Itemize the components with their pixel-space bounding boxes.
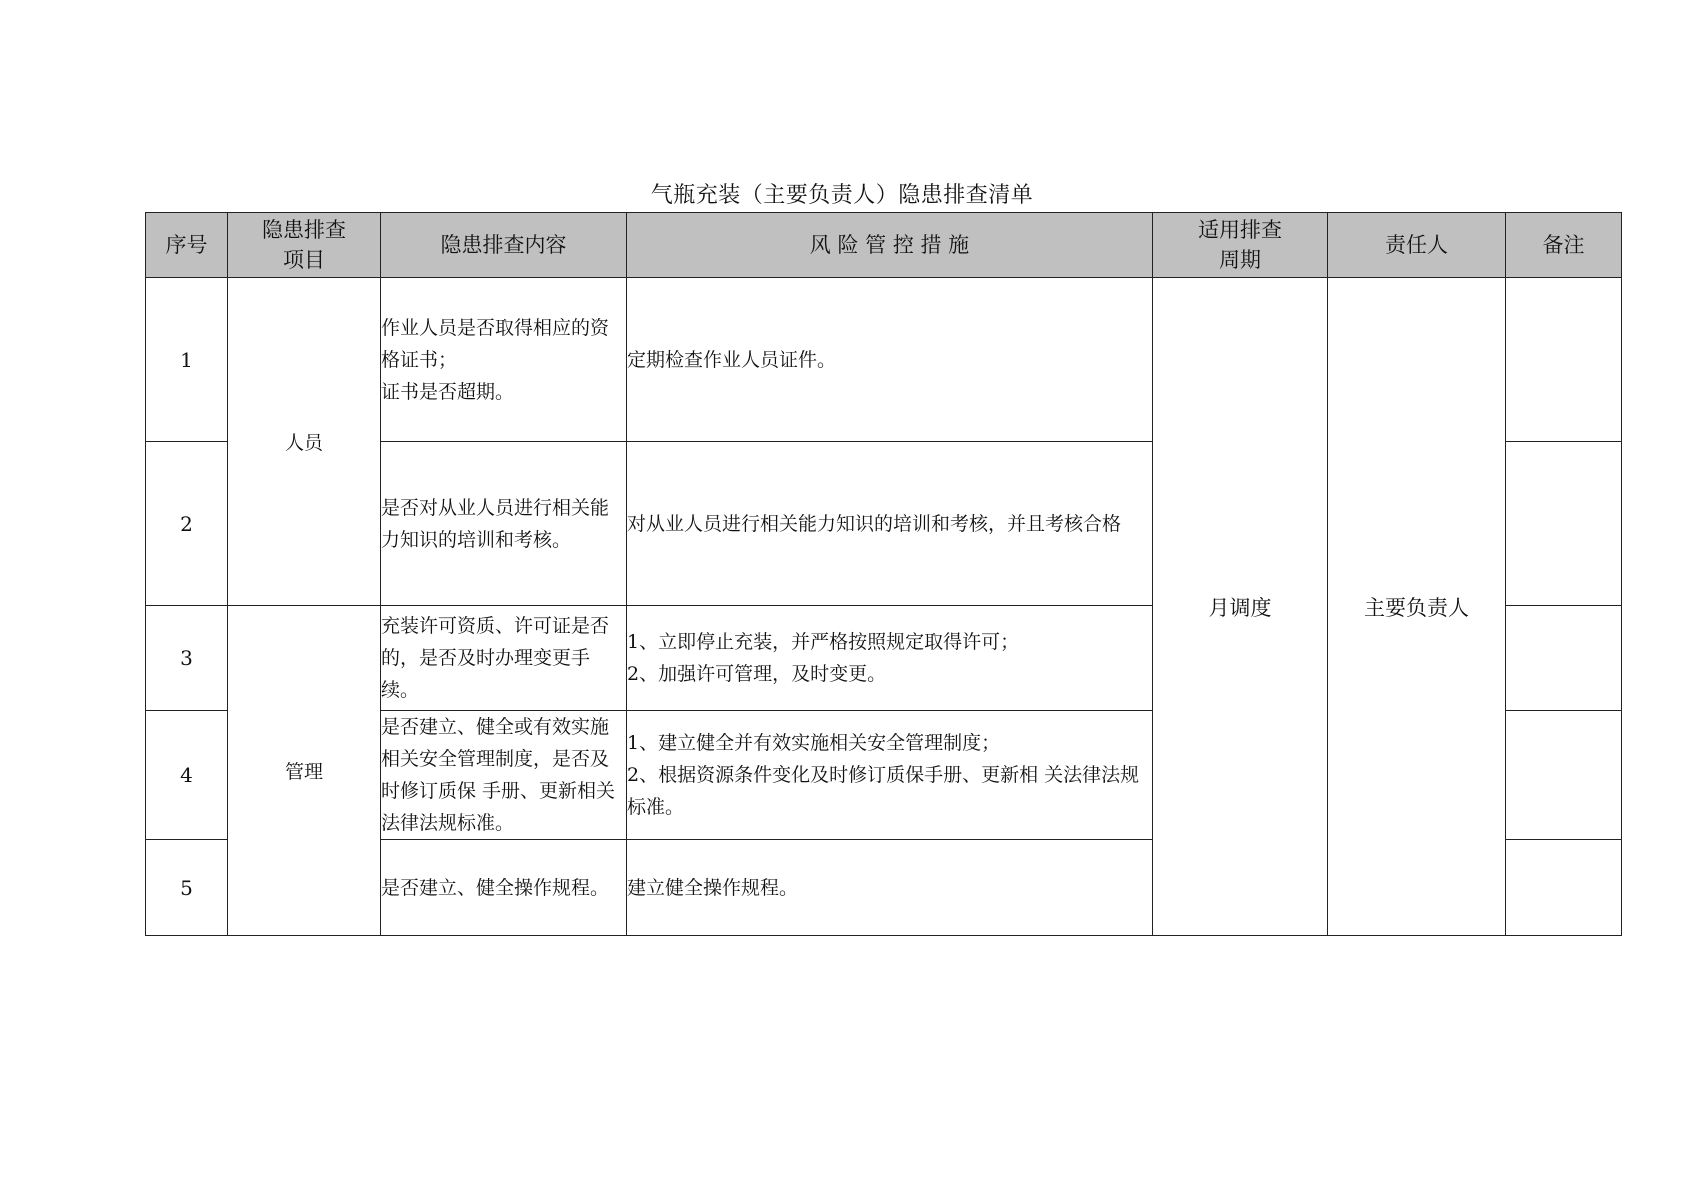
row-measures: 1、建立健全并有效实施相关安全管理制度； 2、根据资源条件变化及时修订质保手册、更新相 关法律法规标准。 — [627, 711, 1153, 840]
header-row — [146, 213, 1622, 278]
row-measures: 对从业人员进行相关能力知识的培训和考核，并且考核合格 — [627, 442, 1153, 606]
table-header — [146, 213, 1622, 278]
row-remark — [1506, 840, 1622, 936]
row-seq: 1 — [146, 278, 228, 442]
row-remark — [1506, 711, 1622, 840]
row-content: 是否建立、健全操作规程。 — [381, 840, 627, 936]
header-seq: 序号 — [146, 213, 228, 278]
group-personnel: 人员 — [228, 278, 381, 606]
row-content: 作业人员是否取得相应的资格证书； 证书是否超期。 — [381, 278, 627, 442]
row-measures: 1、立即停止充装，并严格按照规定取得许可； 2、加强许可管理，及时变更。 — [627, 606, 1153, 711]
hazard-checklist-table — [145, 212, 1622, 936]
row-remark — [1506, 606, 1622, 711]
row-measures: 定期检查作业人员证件。 — [627, 278, 1153, 442]
row-content: 是否建立、健全或有效实施相关安全管理制度，是否及时修订质保 手册、更新相关法律法规标准。 — [381, 711, 627, 840]
header-content: 隐患排查内容 — [381, 213, 627, 278]
row-remark — [1506, 278, 1622, 442]
row-measures: 建立健全操作规程。 — [627, 840, 1153, 936]
row-remark — [1506, 442, 1622, 606]
header-owner: 责任人 — [1328, 213, 1506, 278]
table-row — [146, 278, 1622, 442]
header-period: 适用排查 周期 — [1153, 213, 1328, 278]
header-remark: 备注 — [1506, 213, 1622, 278]
row-content: 是否对从业人员进行相关能力知识的培训和考核。 — [381, 442, 627, 606]
header-measures: 风 险 管 控 措 施 — [627, 213, 1153, 278]
row-content: 充装许可资质、许可证是否的，是否及时办理变更手续。 — [381, 606, 627, 711]
row-seq: 3 — [146, 606, 228, 711]
row-seq: 2 — [146, 442, 228, 606]
group-management: 管理 — [228, 606, 381, 936]
header-item: 隐患排查 项目 — [228, 213, 381, 278]
owner-cell: 主要负责人 — [1328, 278, 1506, 936]
period-cell: 月调度 — [1153, 278, 1328, 936]
row-seq: 4 — [146, 711, 228, 840]
document-title: 气瓶充装（主要负责人）隐患排查清单 — [650, 183, 1034, 208]
table-body — [146, 278, 1622, 936]
row-seq: 5 — [146, 840, 228, 936]
